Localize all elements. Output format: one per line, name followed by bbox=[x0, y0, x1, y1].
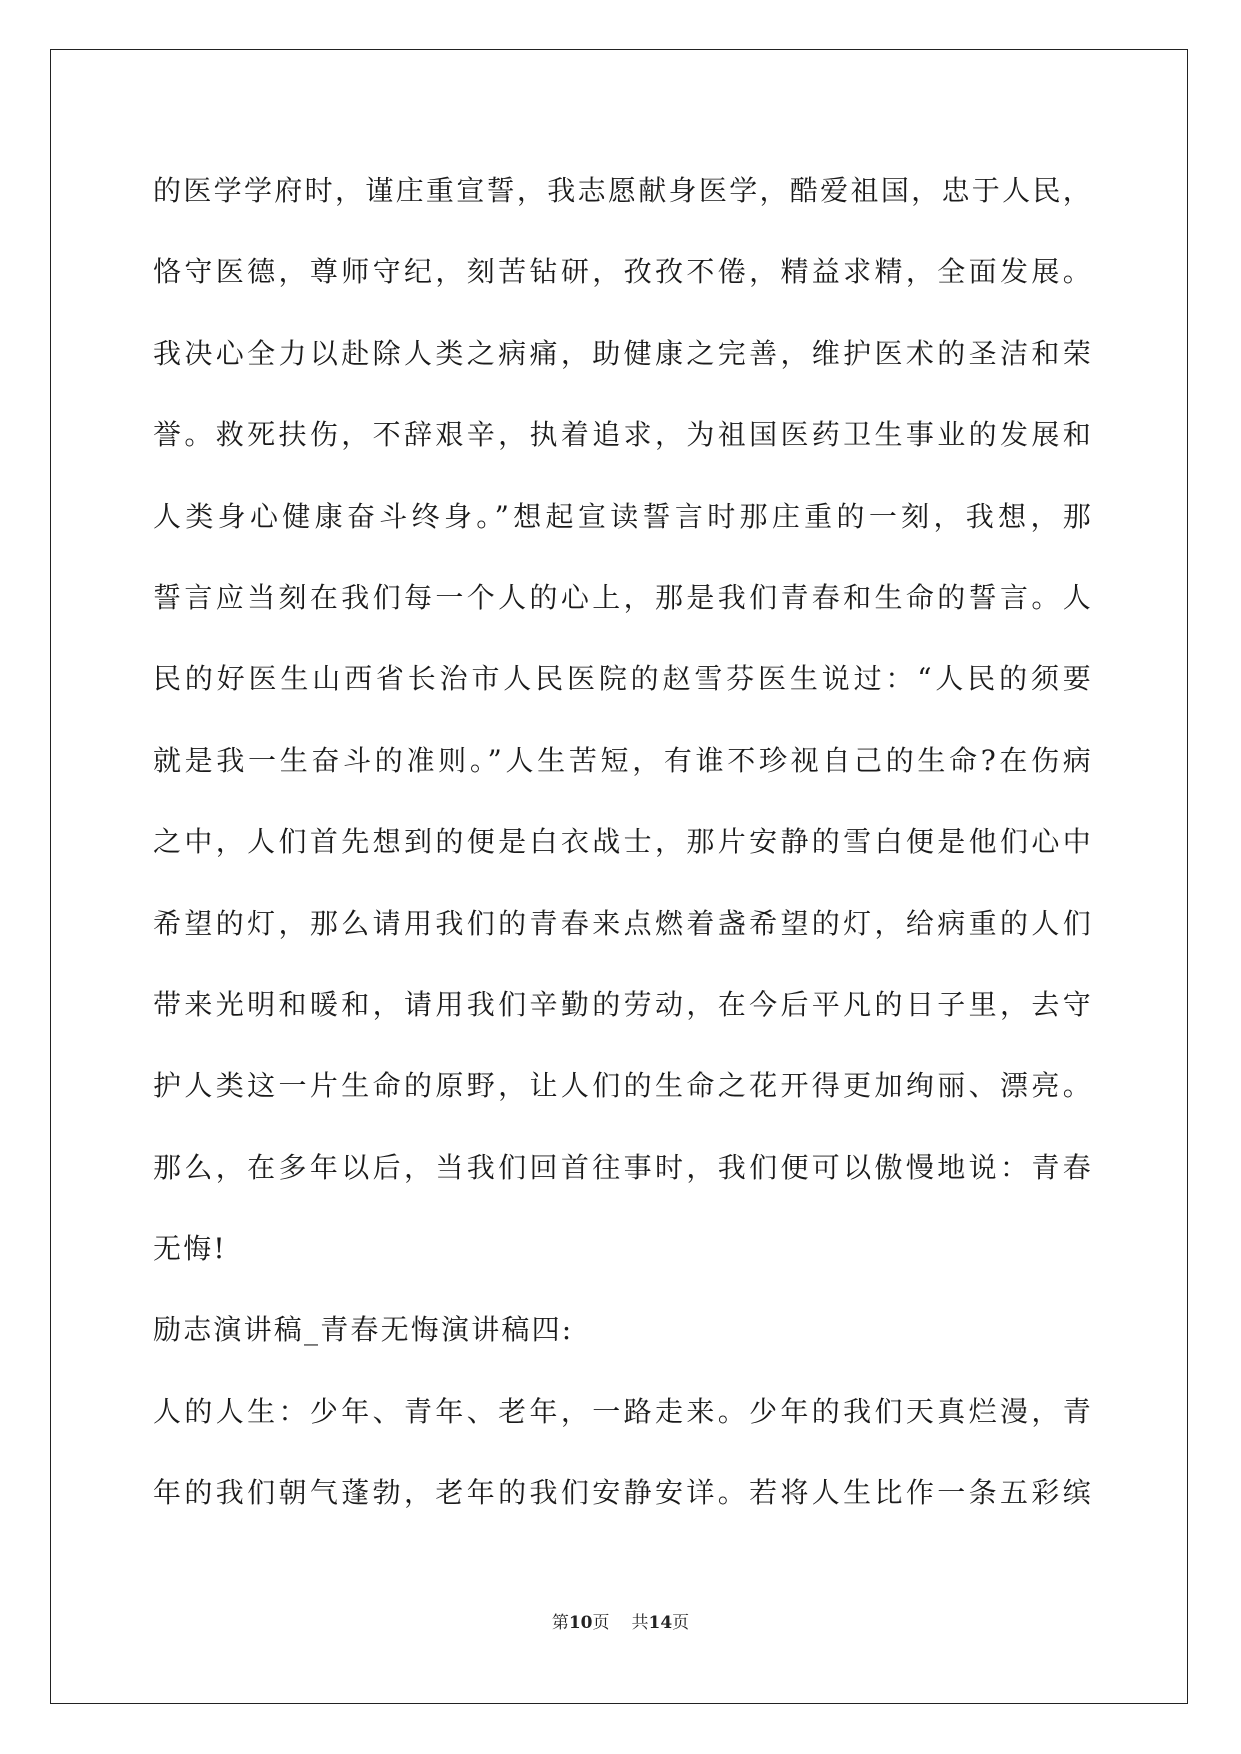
text-line: 誓言应当刻在我们每一个人的心上，那是我们青春和生命的誓言。人 bbox=[153, 580, 1093, 614]
page-footer bbox=[0, 1608, 1241, 1633]
text-line: 希望的灯，那么请用我们的青春来点燃着盏希望的灯，给病重的人们 bbox=[153, 906, 1093, 940]
text-line: 之中，人们首先想到的便是白衣战士，那片安静的雪白便是他们心中 bbox=[153, 825, 1093, 859]
text-line: 那么，在多年以后，当我们回首往事时，我们便可以傲慢地说：青春 bbox=[153, 1150, 1093, 1184]
page-prefix: 第 bbox=[551, 1613, 569, 1633]
text-line: 誉。救死扶伤，不辞艰辛，执着追求，为祖国医药卫生事业的发展和 bbox=[153, 418, 1093, 452]
text-line: 无悔! bbox=[153, 1232, 227, 1266]
text-line: 的医学学府时，谨庄重宣誓，我志愿献身医学，酷爱祖国，忠于人民， bbox=[153, 174, 1093, 207]
text-line: 年的我们朝气蓬勃，老年的我们安静安详。若将人生比作一条五彩缤 bbox=[153, 1476, 1093, 1510]
text-line: 带来光明和暖和，请用我们辛勤的劳动，在今后平凡的日子里，去守 bbox=[153, 987, 1093, 1021]
document-body bbox=[153, 150, 1093, 1534]
page-suffix: 页 bbox=[592, 1613, 610, 1633]
text-line: 人类身心健康奋斗终身。”想起宣读誓言时那庄重的一刻，我想，那 bbox=[153, 499, 1093, 533]
page-total: 14 bbox=[648, 1613, 673, 1633]
total-prefix: 共 bbox=[631, 1613, 649, 1633]
text-line: 护人类这一片生命的原野，让人们的生命之花开得更加绚丽、漂亮。 bbox=[153, 1069, 1093, 1103]
section-heading: 励志演讲稿_青春无悔演讲稿四: bbox=[153, 1313, 574, 1347]
text-line: 恪守医德，尊师守纪，刻苦钻研，孜孜不倦，精益求精，全面发展。 bbox=[153, 255, 1093, 289]
text-line: 民的好医生山西省长治市人民医院的赵雪芬医生说过：“人民的须要 bbox=[153, 662, 1093, 696]
text-line: 就是我一生奋斗的准则。”人生苦短，有谁不珍视自己的生命?在伤病 bbox=[153, 743, 1093, 777]
text-line: 人的人生：少年、青年、老年，一路走来。少年的我们天真烂漫，青 bbox=[153, 1394, 1093, 1428]
text-line: 我决心全力以赴除人类之病痛，助健康之完善，维护医术的圣洁和荣 bbox=[153, 336, 1093, 370]
page-current: 10 bbox=[568, 1613, 593, 1633]
total-suffix: 页 bbox=[672, 1613, 690, 1633]
